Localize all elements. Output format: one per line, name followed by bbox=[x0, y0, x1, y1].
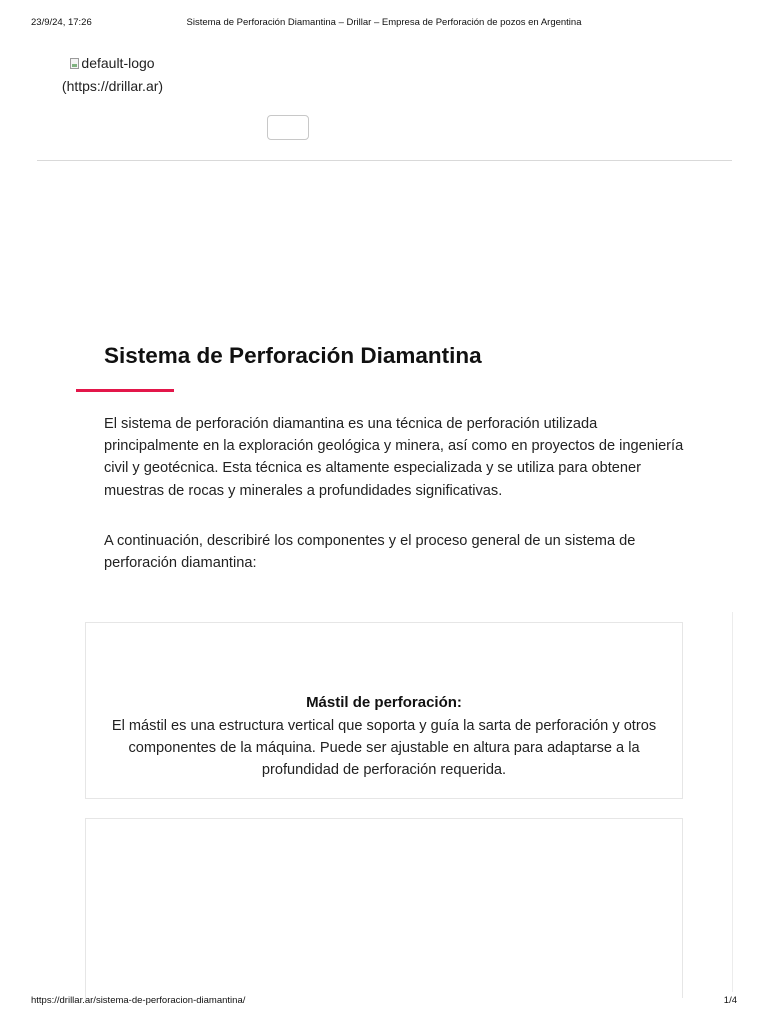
print-page-number: 1/4 bbox=[723, 995, 737, 1006]
column-edge-divider bbox=[732, 612, 733, 992]
component-card-empty bbox=[85, 818, 683, 998]
header-divider bbox=[37, 160, 732, 161]
menu-toggle-button[interactable] bbox=[267, 115, 309, 140]
print-page-title: Sistema de Perforación Diamantina – Drillar – Empresa de Perforación de pozos en Argentina bbox=[186, 17, 582, 28]
card-body: El mástil es una estructura vertical que soporta y guía la sarta de perforación y otros componentes de la máquina. Puede ser ajustable en altura para adaptarse a la profundidad de perforación requerida. bbox=[111, 718, 657, 779]
card-title: Mástil de perforación: bbox=[306, 694, 462, 711]
print-url: https://drillar.ar/sistema-de-perforacion-diamantina/ bbox=[31, 995, 246, 1006]
print-footer bbox=[0, 995, 768, 1009]
broken-image-icon bbox=[70, 58, 79, 69]
logo-alt-text: default-logo bbox=[81, 55, 155, 71]
title-accent-underline bbox=[76, 389, 174, 392]
intro-paragraph: El sistema de perforación diamantina es una técnica de perforación utilizada principalmente en la exploración geológica y minera, así como en proyectos de ingeniería civil y geotécnica. Esta técnica es altamente especializada y se utiliza para obtener muestras de rocas y minerales a profundidades significativas. bbox=[104, 416, 684, 499]
component-card bbox=[85, 622, 683, 799]
page-title: Sistema de Perforación Diamantina bbox=[104, 343, 482, 368]
components-intro-paragraph: A continuación, describiré los componentes y el proceso general de un sistema de perforación diamantina: bbox=[104, 533, 636, 572]
logo-image-placeholder bbox=[70, 52, 154, 74]
site-logo-link[interactable] bbox=[40, 52, 185, 97]
print-header bbox=[0, 17, 768, 31]
logo-link-url[interactable]: (https://drillar.ar) bbox=[61, 77, 164, 94]
print-datetime: 23/9/24, 17:26 bbox=[31, 17, 92, 28]
